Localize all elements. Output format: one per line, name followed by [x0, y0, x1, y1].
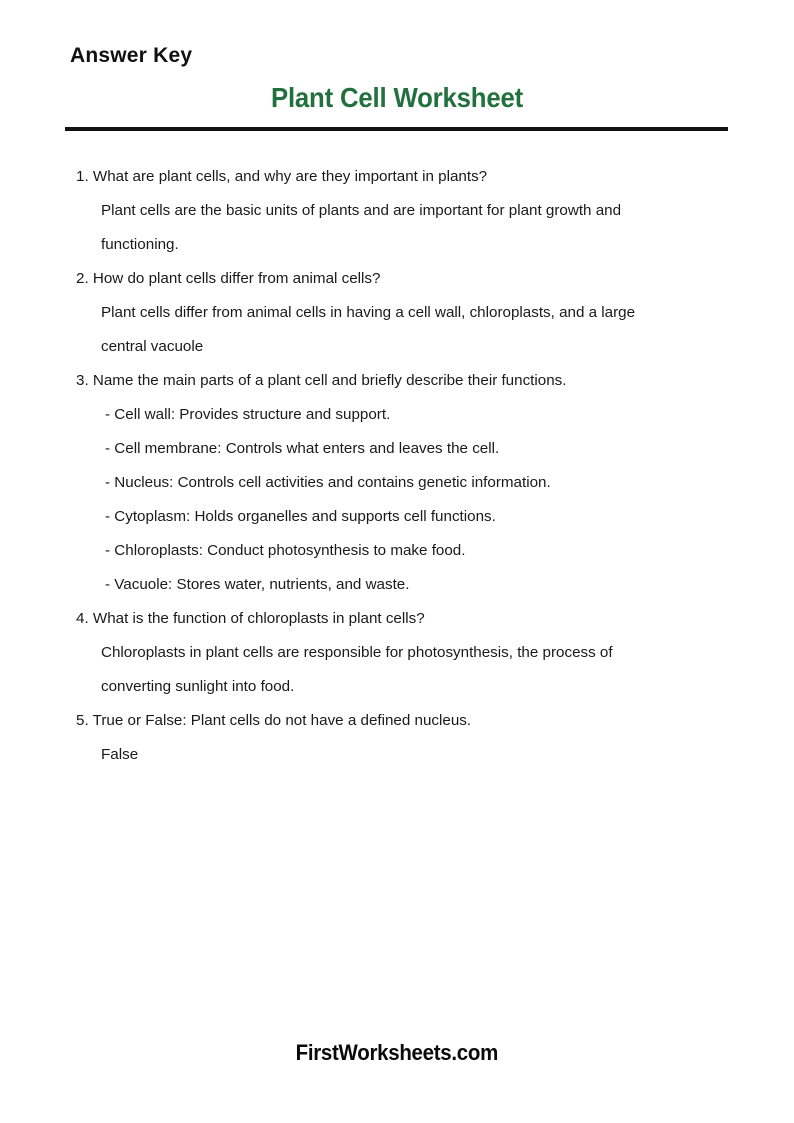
answer-key-label: Answer Key: [70, 44, 193, 67]
question-text: 2. How do plant cells differ from animal cells?: [76, 270, 381, 287]
answer-bullet: - Cytoplasm: Holds organelles and supports cell functions.: [105, 508, 496, 525]
answer-text: Chloroplasts in plant cells are responsible for photosynthesis, the process of: [101, 644, 613, 661]
answer-text: converting sunlight into food.: [101, 678, 295, 695]
page-title: Plant Cell Worksheet: [270, 82, 524, 113]
answer-bullet: - Vacuole: Stores water, nutrients, and waste.: [105, 576, 410, 593]
question-block: [0, 602, 794, 704]
worksheet-content: [0, 160, 794, 772]
answer-text: Plant cells are the basic units of plants and are important for plant growth and: [101, 202, 622, 219]
answer-bullet: - Nucleus: Controls cell activities and contains genetic information.: [105, 474, 551, 491]
answer-text: False: [101, 746, 139, 763]
answer-bullet: - Cell wall: Provides structure and support.: [105, 406, 391, 423]
question-block: [0, 364, 794, 602]
answer-text: central vacuole: [101, 338, 204, 355]
answer-bullet: - Cell membrane: Controls what enters and leaves the cell.: [105, 440, 500, 457]
question-block: [0, 704, 794, 772]
answer-bullet: - Chloroplasts: Conduct photosynthesis to make food.: [105, 542, 466, 559]
question-text: 3. Name the main parts of a plant cell and briefly describe their functions.: [76, 372, 567, 389]
worksheet-footer: [0, 1040, 794, 1066]
footer-brand: FirstWorksheets.com: [295, 1040, 499, 1065]
question-block: [0, 160, 794, 262]
question-text: 4. What is the function of chloroplasts in plant cells?: [76, 610, 425, 627]
question-block: [0, 262, 794, 364]
question-text: 5. True or False: Plant cells do not have a defined nucleus.: [76, 712, 472, 729]
answer-text: functioning.: [101, 236, 179, 253]
answer-text: Plant cells differ from animal cells in having a cell wall, chloroplasts, and a large: [101, 304, 636, 321]
header-divider: [65, 127, 728, 131]
question-text: 1. What are plant cells, and why are they important in plants?: [76, 168, 488, 185]
